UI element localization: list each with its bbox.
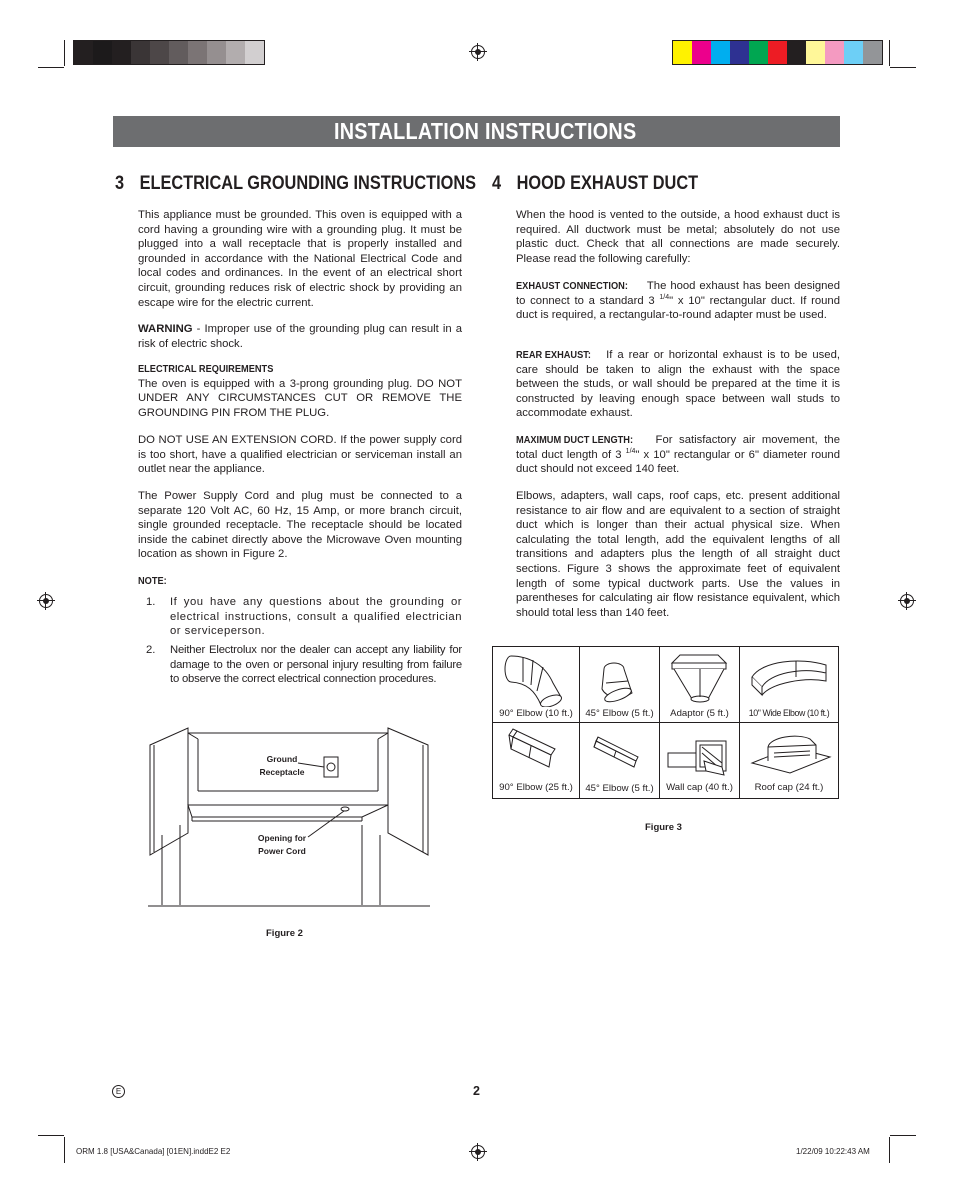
file-name: ORM 1.8 [USA&Canada] [01EN].inddE2 E2 [76,1147,231,1156]
color-swatch [692,41,711,64]
duct-part-cell: Roof cap (24 ft.) [740,723,838,798]
duct-part-cell: 45° Elbow (5 ft.) [580,723,660,798]
copyright-icon: E [112,1085,125,1098]
note-item-1: 1. If you have any questions about the grounding or electrical instructions, consult a qualified electrician or serviceperson. [146,596,462,638]
color-swatch [730,41,749,64]
grounding-intro: This appliance must be grounded. This oven is equipped with a cord having a grounding wire with a grounding plug. It must be plugged into a wall receptacle that is properly installed and grounded in accordance with the National Electrical Code and local codes and ordinances. In the event of an electrical short circuit, grounding reduces risk of electric shock by providing an escape wire for the electric current. [138,209,462,309]
color-swatch [749,41,768,64]
opening-label: Opening for Power Cord [257,833,307,856]
registration-mark-icon [39,594,53,608]
ground-receptacle-label: Ground Receptacle [259,754,305,777]
registration-mark-icon [471,45,485,59]
duct-part-cell: Wall cap (40 ft.) [660,723,740,798]
color-swatch [768,41,787,64]
page-title: INSTALLATION INSTRUCTIONS [334,118,637,144]
duct-part-cell: 45° Elbow (5 ft.) [580,647,660,723]
color-swatch [825,41,844,64]
registration-mark-icon [471,1145,485,1159]
figure-3-caption: Figure 3 [645,822,682,833]
section-4-heading [492,173,698,195]
color-swatch [169,41,188,64]
title-banner [113,116,840,147]
section-title: ELECTRICAL GROUNDING INSTRUCTIONS [139,173,477,194]
duct-part-cell: Adaptor (5 ft.) [660,647,740,723]
exhaust-connection-paragraph: EXHAUST CONNECTION: The hood exhaust has been designed to connect to a standard 3 $^{1/4}$" x 10" rectangular duct. If round duct is required, a rectangular-to-round adapter must be used. [516,280,840,322]
duct-part-cell: 90° Elbow (25 ft.) [493,723,580,798]
wall-cap-icon [660,723,740,783]
color-swatch [844,41,863,64]
duct-part-cell: 90° Elbow (10 ft.) [493,647,580,723]
adaptor-icon [660,647,740,707]
crop-mark [64,40,65,66]
page-number: 2 [473,1084,480,1098]
warning-paragraph: WARNING - Improper use of the grounding plug can result in a risk of electric shock. [138,323,462,350]
gray-calibration-bar [73,40,265,65]
note-heading: NOTE: [138,575,167,587]
crop-mark [38,1135,64,1136]
color-swatch [245,41,264,64]
power-supply-paragraph: The Power Supply Cord and plug must be connected to a separate 120 Volt AC, 60 Hz, 15 Amp, or more branch circuit, single grounded receptacle. The receptacle should be located inside the cabinet directly above the Microwave Oven mounting location as shown in Figure 2. [138,490,462,561]
section-title: HOOD EXHAUST DUCT [516,173,699,194]
color-swatch [207,41,226,64]
crop-mark [890,67,916,68]
figure-2-caption: Figure 2 [266,928,303,939]
color-swatch [93,41,112,64]
crop-mark [890,1135,916,1136]
rect-elbow-90-icon [493,723,580,783]
crop-mark [64,1137,65,1163]
section-3-heading [115,173,476,195]
round-elbow-45-icon [580,647,660,707]
color-swatch [112,41,131,64]
color-swatch [787,41,806,64]
crop-mark [889,1137,890,1163]
color-swatch [711,41,730,64]
duct-part-cell: 10" Wide Elbow (10 ft.) [740,647,838,723]
crop-mark [38,67,64,68]
duct-intro: When the hood is vented to the outside, a hood exhaust duct is required. All ductwork must be metal; absolutely do not use plastic duct. Check that all connections are made securely. Please read the following carefully: [516,209,840,265]
note-item-2: 2. Neither Electrolux nor the dealer can accept any liability for damage to the oven or personal injury resulting from failure to observe the correct electrical connection procedures. [146,644,462,686]
color-swatch [863,41,882,64]
registration-mark-icon [900,594,914,608]
color-swatch [188,41,207,64]
max-duct-length-paragraph: MAXIMUM DUCT LENGTH: For satisfactory air movement, the total duct length of 3 $^{1/4}$" x 10" rectangular or 6" diameter round duct should not exceed 140 feet. [516,434,841,476]
extension-cord-paragraph: DO NOT USE AN EXTENSION CORD. If the power supply cord is too short, have a qualified electrician or serviceman install an outlet near the appliance. [138,434,462,476]
wide-elbow-icon [740,647,838,707]
color-swatch [806,41,825,64]
rear-exhaust-paragraph: REAR EXHAUST: If a rear or horizontal exhaust is to be used, care should be taken to align the exhaust with the space between the studs, or wall should be prepared at the time it is constructed by leaving enough space between wall studs to accommodate exhaust. [516,349,840,420]
round-elbow-90-icon [493,647,580,707]
roof-cap-icon [740,723,838,783]
warning-label: WARNING [138,323,193,335]
rect-elbow-45-icon [580,723,660,783]
color-swatch [131,41,150,64]
section-number: 3 [115,173,125,194]
color-swatch [74,41,93,64]
color-calibration-bar [672,40,883,65]
section-number: 4 [492,173,502,194]
duct-parts-table [492,646,839,799]
color-swatch [673,41,692,64]
timestamp: 1/22/09 10:22:43 AM [796,1147,870,1156]
crop-mark [889,40,890,66]
color-swatch [150,41,169,64]
elec-req-heading: ELECTRICAL REQUIREMENTS [138,363,274,375]
electrical-requirements: ELECTRICAL REQUIREMENTS The oven is equipped with a 3-prong grounding plug. DO NOT UNDER ANY CIRCUMSTANCES CUT OR REMOVE THE GROUNDING PIN FROM THE PLUG. [138,363,462,419]
elbows-paragraph: Elbows, adapters, wall caps, roof caps, etc. present additional resistance to air flow and are equivalent to a section of straight duct which is longer than their actual physical size. When calculating the total length, add the equivalent lengths of all transitions and adapters plus the length of all straight duct sections. Figure 3 shows the approximate feet of equivalent length of some typical ductwork parts. Use the values in parentheses for calculating air flow resistance equivalent, which should total less than 140 feet. [516,490,840,619]
color-swatch [226,41,245,64]
